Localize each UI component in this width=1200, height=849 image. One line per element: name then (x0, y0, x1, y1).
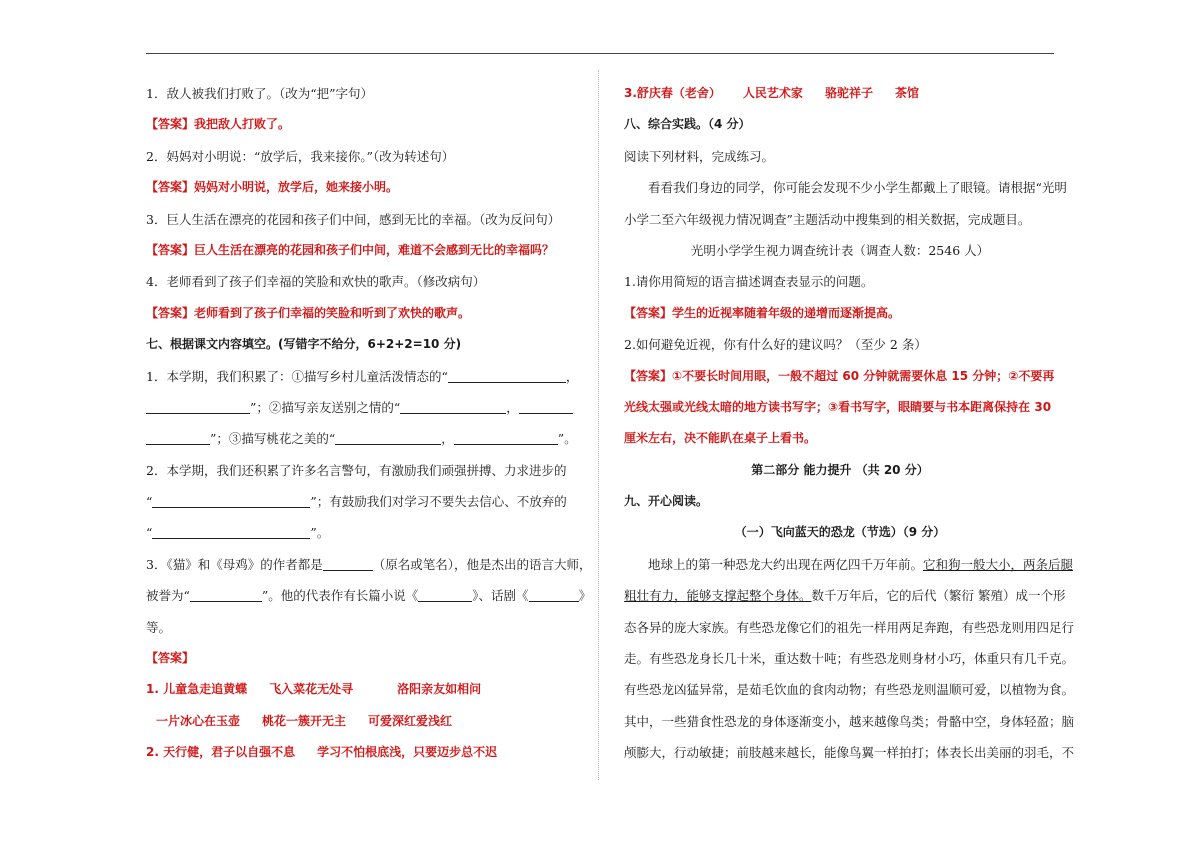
fill-1-end: ”。 (557, 431, 577, 447)
passage-line-5: 有些恐龙凶猛异常，是茹毛饮血的食肉动物；有些恐龙则温顺可爱，以植物为食。 (624, 682, 1075, 698)
column-divider (598, 70, 599, 780)
practice-answer-2-line-3: 厘米左右，决不能趴在桌子上看书。 (624, 431, 817, 446)
answer-2: 【答案】妈妈对小明说，放学后，她来接小明。 (146, 180, 399, 195)
right-column (624, 78, 1075, 769)
passage-line-1 (624, 549, 1074, 580)
answer-3: 【答案】巨人生活在漂亮的花园和孩子们中间，难道不会感到无比的幸福吗？ (146, 242, 555, 257)
answer-item: 桃花一簇开无主 (262, 713, 347, 728)
passage-text: 数千万年后，它的后代（繁衍 繁殖）成一个形 (811, 588, 1066, 604)
answer-item: 3.舒庆春（老舍） (624, 86, 721, 100)
passage-line-3: 态各异的庞大家族。有些恐龙像它们的祖先一样用两足奔跑，有些恐龙则用四足行 (624, 619, 1075, 635)
fill-1-comma-3: ， (441, 431, 454, 447)
answer-item: 可爱深红爱浅红 (368, 713, 453, 728)
answer-1: 【答案】我把敌人打败了。 (146, 117, 291, 132)
fill-3-text-4: ”。他的代表作有长篇小说《 (261, 588, 419, 604)
passage-line-4: 走。有些恐龙身长几十米，重达数十吨；有些恐龙则身材小巧，体重只有几千克。 (624, 651, 1075, 667)
material-paragraph-2: 小学二至六年级视力情况调查”主题活动中搜集到的相关数据，完成题目。 (624, 211, 1031, 227)
fill-3-text-5: 》、话剧《 (472, 588, 529, 604)
question-1: 1．敌人被我们打败了。（改为“把”字句） (146, 86, 373, 101)
practice-question-2: 2.如何避免近视，你有什么好的建议吗？（至少 2 条） (624, 337, 927, 353)
answer-row-2 (146, 706, 576, 737)
answer-item: 茶馆 (894, 86, 919, 100)
answer-item: 洛阳亲友如相问 (397, 682, 482, 697)
fill-blank (454, 430, 558, 445)
practice-answer-2-line-1: 【答案】①不要长时间用眼，一般不超过 60 分钟就需要休息 15 分钟；②不要再 (624, 368, 1055, 383)
answer-item: 2. 天行健，君子以自强不息 (146, 745, 296, 760)
fill-3-line-2 (146, 580, 592, 611)
answer-item: 骆驼祥子 (824, 86, 873, 100)
fill-2-line-1: 2．本学期，我们还积累了许多名言警句，有激励我们顽强拼搏、力求进步的 (146, 462, 567, 478)
answer-item: 人民艺术家 (742, 86, 803, 100)
passage-line-7: 颅膨大，行动敏捷；前肢越来越长，能像鸟翼一样拍打；体表长出美丽的羽毛，不 (624, 745, 1075, 761)
section-8-intro: 阅读下列材料，完成练习。 (624, 148, 775, 164)
fill-1-comma-2: ， (506, 399, 519, 415)
passage-line-2 (624, 580, 1066, 611)
fill-2-line-3 (146, 517, 576, 548)
fill-1-line-1 (146, 361, 579, 392)
fill-1-text-3: ”；③描写桃花之美的“ (210, 431, 336, 447)
passage-underlined-text: 粗壮有力，能够支撑起整个身体。 (624, 588, 812, 604)
question-4: 4．老师看到了孩子们幸福的笑脸和欢快的歌声。（修改病句） (146, 274, 486, 290)
fill-blank (146, 399, 250, 414)
section-8-heading: 八、综合实践。（4 分） (624, 117, 751, 132)
answer-item: 1. 儿童急走追黄蝶 (146, 682, 248, 697)
practice-answer-1: 【答案】学生的近视率随着年级的递增而逐渐提高。 (624, 305, 901, 320)
fill-1-comma: ， (565, 368, 579, 384)
answer-item: 一片冰心在玉壶 (156, 713, 241, 728)
passage-title: （一）飞向蓝天的恐龙（节选）（9 分） (734, 525, 946, 540)
table-title: 光明小学学生视力调查统计表（调查人数：2546 人） (690, 242, 990, 258)
practice-answer-2-line-2: 光线太强或光线太暗的地方读书写字；③看书写字，眼睛要与书本距离保持在 30 (624, 399, 1052, 414)
left-column (146, 78, 592, 769)
fill-blank (146, 430, 210, 445)
fill-3-line-1 (146, 549, 592, 580)
passage-underlined-text: 它和狗一般大小，两条后腿 (923, 556, 1074, 572)
fill-3-line-3: 等。 (146, 619, 172, 635)
part-2-heading: 第二部分 能力提升 （共 20 分） (751, 462, 929, 477)
fill-3-text: 3．《猫》和《母鸡》的作者都是 (146, 556, 323, 572)
fill-blank (190, 587, 262, 602)
answer-label: 【答案】 (146, 651, 195, 666)
passage-text: 地球上的第一种恐龙大约出现在两亿四千万年前。 (648, 556, 924, 572)
fill-blank (519, 399, 573, 414)
answer-item: 飞入菜花无处寻 (269, 682, 354, 697)
fill-2-open-quote: “ (146, 494, 153, 510)
fill-3-text-6: 》 (578, 588, 592, 604)
fill-blank (529, 587, 579, 602)
answer-row-1 (146, 674, 576, 705)
fill-2-end: ”。 (310, 525, 330, 541)
answer-row-3 (146, 737, 576, 768)
practice-question-1: 1.请你用简短的语言描述调查表显示的问题。 (624, 274, 874, 290)
fill-blank (152, 493, 310, 508)
fill-blank (400, 399, 506, 414)
fill-2-open-quote-2: “ (146, 525, 153, 541)
fill-3-text-2: （原名或笔名），他是杰出的语言大师， (372, 556, 592, 572)
answer-item: 学习不怕根底浅，只要迈步总不迟 (317, 745, 498, 760)
fill-2-text: ”；有鼓励我们对学习不要失去信心、不放弃的 (310, 494, 567, 510)
section-9-heading: 九、开心阅读。 (624, 494, 709, 509)
answer-4: 【答案】老师看到了孩子们幸福的笑脸和听到了欢快的歌声。 (146, 305, 471, 320)
fill-3-text-3: 被誉为“ (146, 588, 190, 604)
question-3: 3．巨人生活在漂亮的花园和孩子们中间，感到无比的幸福。（改为反问句） (146, 211, 561, 227)
fill-blank (418, 587, 472, 602)
fill-1-line-3 (146, 423, 576, 454)
passage-line-6: 其中，一些猎食性恐龙的身体逐渐变小，越来越像鸟类；骨骼中空，身体轻盈；脑 (624, 713, 1075, 729)
fill-1-text-2: ”；②描写亲友送别之情的“ (250, 399, 401, 415)
header-rule (146, 53, 1054, 54)
fill-blank (335, 430, 441, 445)
fill-blank (152, 524, 310, 539)
fill-1-text: 1．本学期，我们积累了：①描写乡村儿童活泼情态的“ (146, 368, 448, 384)
question-2: 2．妈妈对小明说：“放学后，我来接你。”（改为转述句） (146, 148, 455, 164)
fill-blank (448, 368, 566, 383)
answer-row-4 (624, 78, 1056, 109)
section-7-heading: 七、根据课文内容填空。(写错字不给分，6+2+2=10 分) (146, 337, 462, 352)
fill-blank (323, 556, 373, 571)
fill-2-line-2 (146, 486, 576, 517)
material-paragraph-1: 看看我们身边的同学，你可能会发现不少小学生都戴上了眼镜。请根据“光明 (648, 180, 1067, 196)
fill-1-line-2 (146, 392, 576, 423)
